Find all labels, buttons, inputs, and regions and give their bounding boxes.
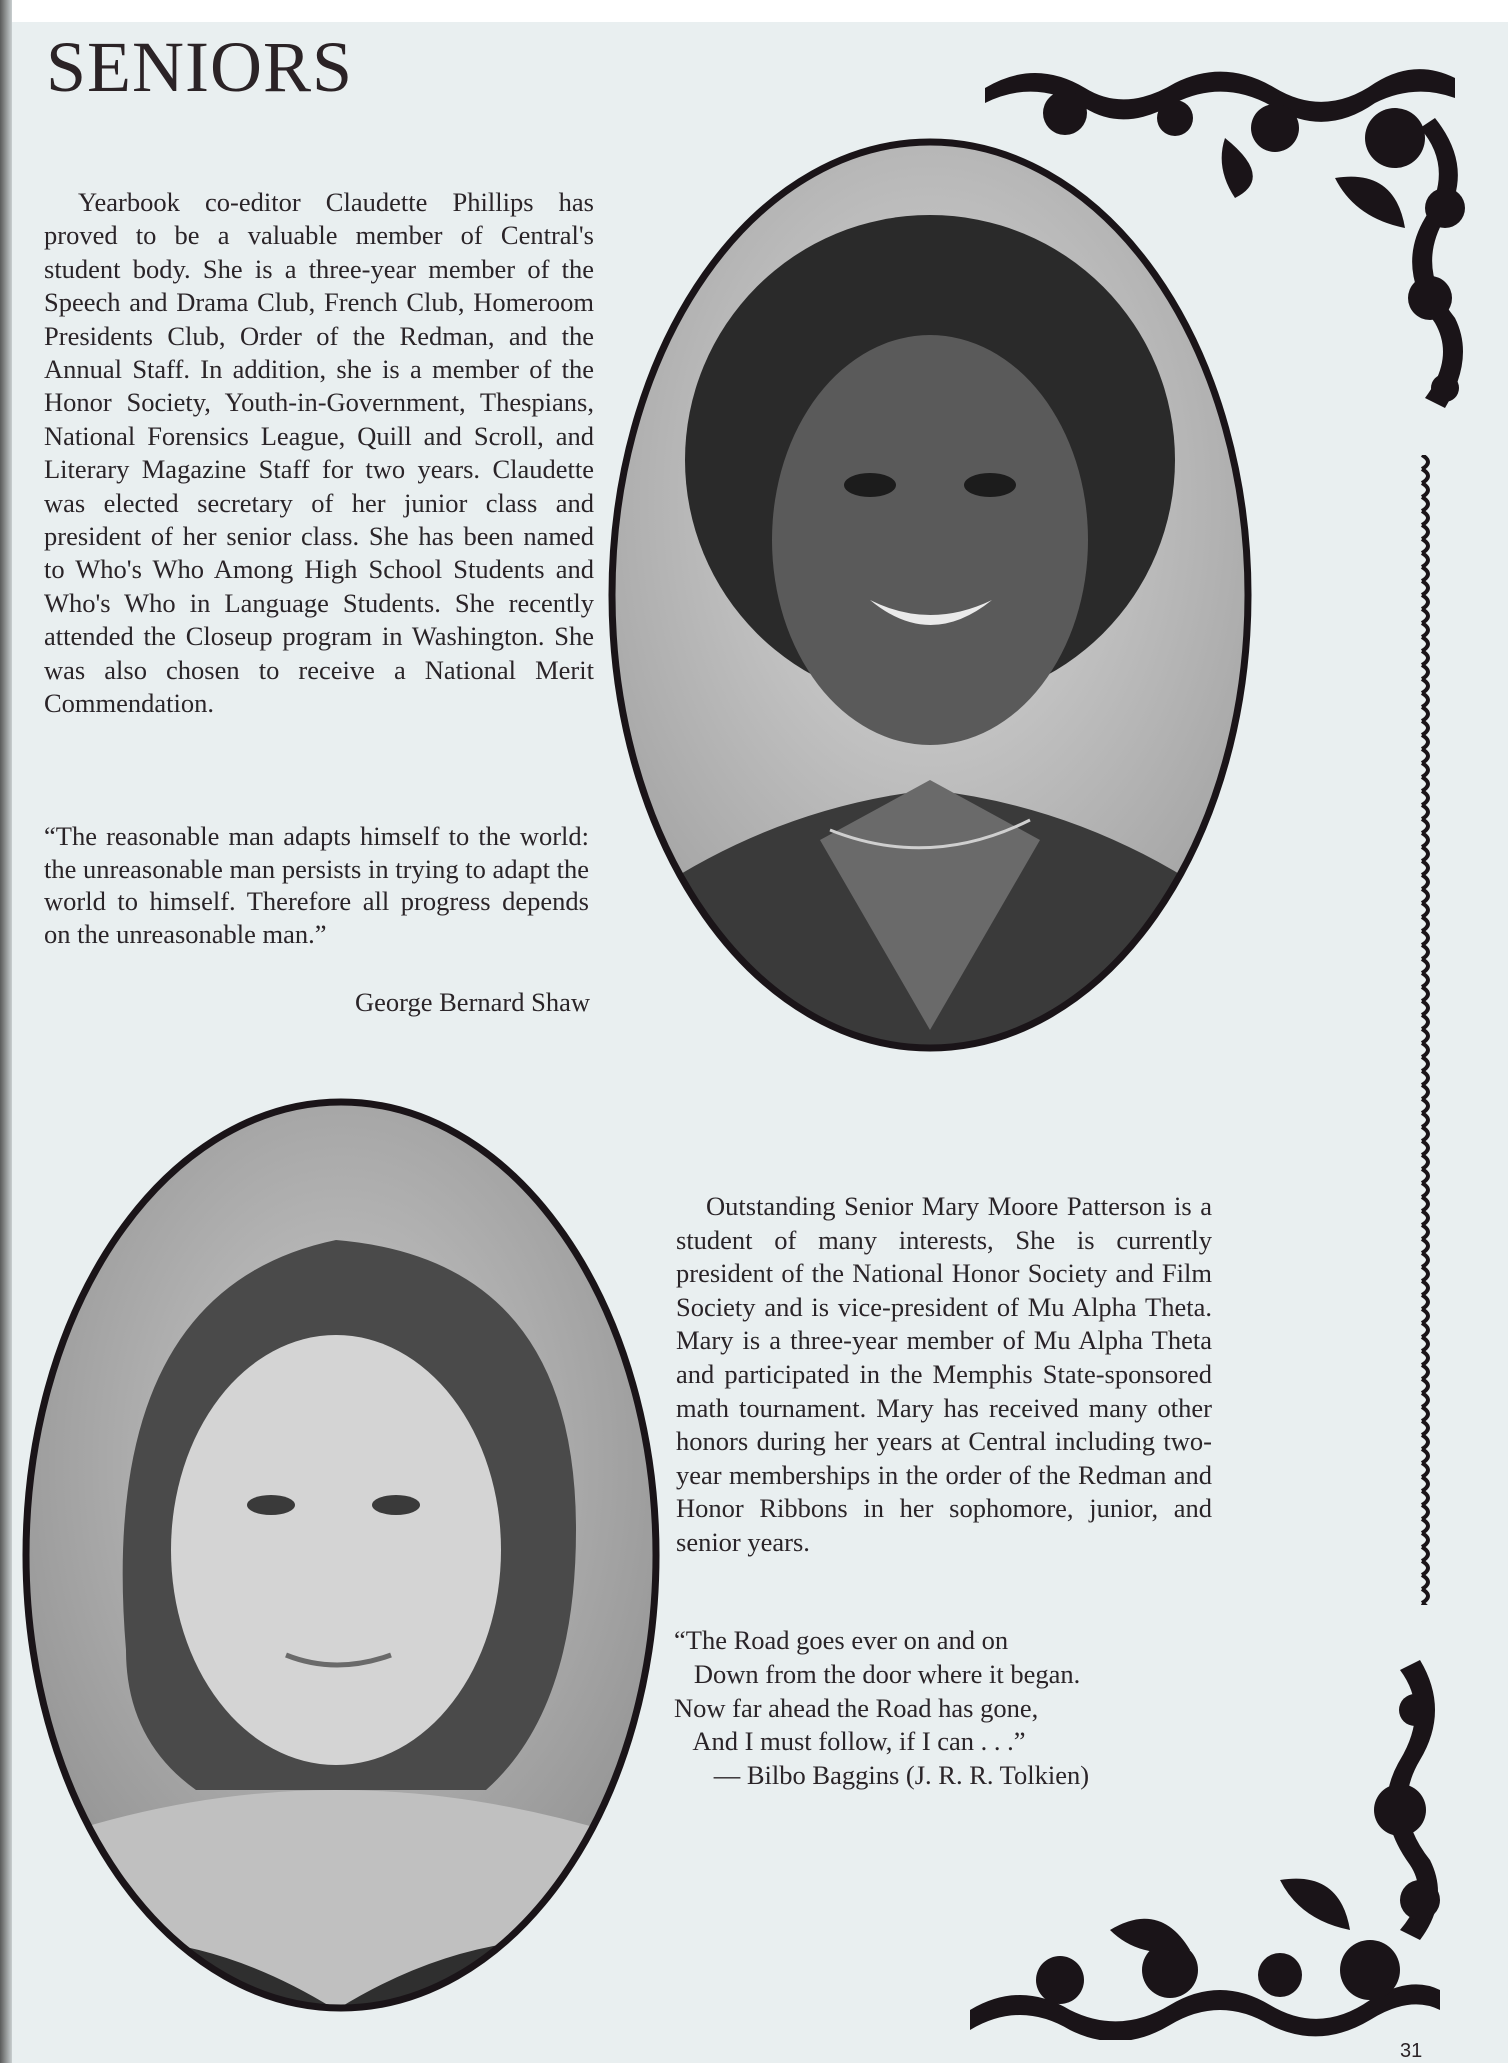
- poem-line: Down from the door where it began.: [674, 1658, 1081, 1689]
- mary-moore-patterson-bio: Outstanding Senior Mary Moore Patterson is a student of many interests, She is currently president of the National Honor Society and Film Society and is vice-president of Mu Alpha Theta. Mary is a three-year member of Mu Alpha Theta and participated in the Memphis State-sponsored math tournament. Mary has received many other honors during her years at Central including two-year memberships in the order of the Redman and Honor Ribbons in her sophomore, junior, and senior years.: [676, 1191, 1212, 1557]
- shoulders: [16, 1790, 666, 2020]
- rope-divider: [1418, 455, 1438, 1605]
- page-title: SENIORS: [46, 27, 354, 107]
- face: [171, 1335, 501, 1765]
- claudette-phillips-bio: Yearbook co-editor Claudette Phillips has proved to be a valuable member of Central's student body. She is a three-year member of the Speech and Drama Club, French Club, Homeroom Presidents Club, Order of the Redman, and the Annual Staff. In addition, she is a member of the Honor Society, Youth-in-Government, Thespians, National Forensics League, Quill and Scroll, and Literary Magazine Staff for two years. Claudette was elected secretary of her junior class and president of her senior class. She has been named to Who's Who Among High School Students and Who's Who in Language Students. She recently attended the Closeup program in Washington. She was also chosen to receive a National Merit Commendation.: [44, 187, 594, 719]
- poem-line: Now far ahead the Road has gone,: [674, 1692, 1039, 1723]
- poem-attribution: — Bilbo Baggins (J. R. R. Tolkien): [674, 1760, 1090, 1791]
- quote-attribution: George Bernard Shaw: [355, 987, 590, 1017]
- mary-moore-patterson-portrait: [16, 1090, 666, 2020]
- ornamental-corner-bottom: [950, 1650, 1470, 2040]
- poem-line: And I must follow, if I can . . .”: [674, 1726, 1026, 1757]
- shaw-quote: “The reasonable man adapts himself to the world: the unreasonable man persists in trying to adapt the world to himself. Therefore all progress depends on the unreasonable man.”: [44, 821, 589, 949]
- poem-line: “The Road goes ever on and on: [674, 1625, 1009, 1655]
- ornamental-corner-top: [975, 58, 1485, 458]
- binding-shadow: [0, 0, 12, 2063]
- page-number: 31: [1400, 2040, 1423, 2062]
